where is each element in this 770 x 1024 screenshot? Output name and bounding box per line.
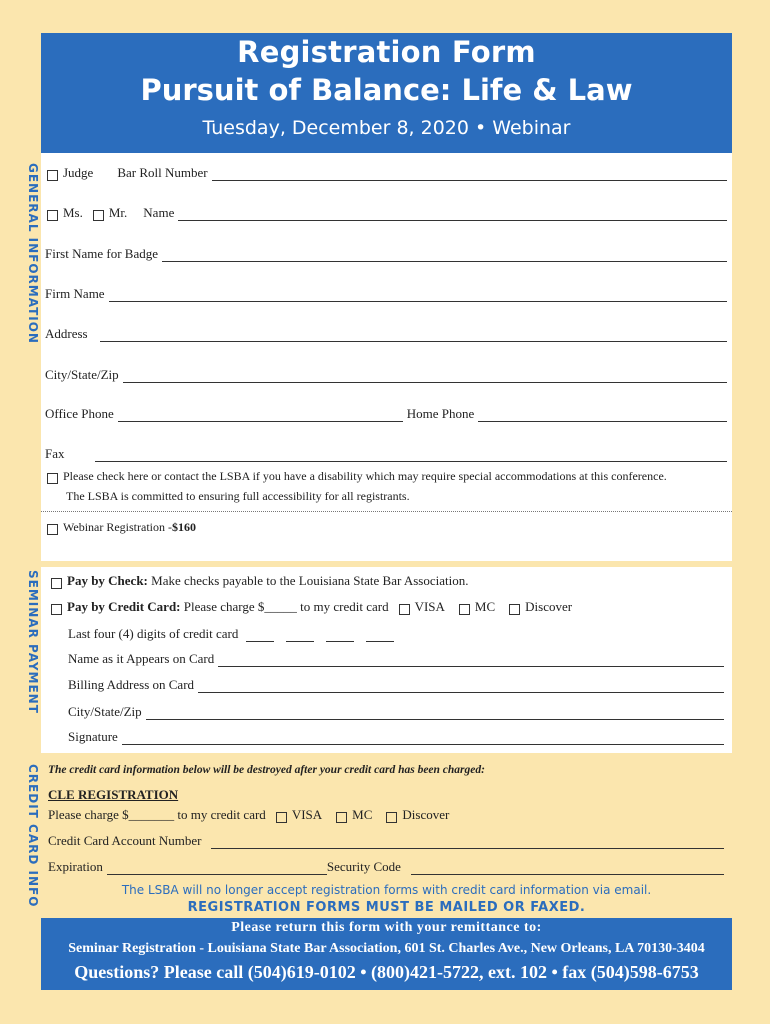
account-label: Credit Card Account Number <box>48 833 202 848</box>
name-on-card-label: Name as it Appears on Card <box>68 651 215 666</box>
form-subtitle: Pursuit of Balance: Life & Law <box>140 73 633 107</box>
pay-card-row <box>51 599 572 615</box>
account-row <box>48 833 724 849</box>
billing-label: Billing Address on Card <box>68 677 195 692</box>
payment-city-row <box>68 704 724 720</box>
disability-text: Please check here or contact the LSBA if you have a disability which may require special accommodations at this conference. <box>63 469 667 483</box>
address-field[interactable] <box>100 330 727 342</box>
billing-row <box>68 677 724 693</box>
account-field[interactable] <box>211 837 724 849</box>
cle-discover-label: Discover <box>402 807 450 822</box>
signature-field[interactable] <box>122 733 724 745</box>
ms-label: Ms. <box>63 205 83 220</box>
pay-check-label: Pay by Check: <box>67 573 148 588</box>
mr-label: Mr. <box>108 205 128 220</box>
signature-label: Signature <box>68 729 118 744</box>
section-label-credit: CREDIT CARD INFO <box>26 764 40 908</box>
contact-line: Questions? Please call (504)619-0102 • (800)421-5722, ext. 102 • fax (504)598-6753 <box>74 962 699 982</box>
webinar-row <box>47 520 196 535</box>
office-phone-field[interactable] <box>118 410 403 422</box>
payment-city-label: City/State/Zip <box>68 704 142 719</box>
name-row <box>47 205 727 221</box>
ms-checkbox[interactable] <box>47 210 58 221</box>
disability-checkbox[interactable] <box>47 473 58 484</box>
judge-checkbox[interactable] <box>47 170 58 181</box>
mailing-address: Seminar Registration - Louisiana State Bar Association, 601 St. Charles Ave., New Orleans, LA 70130-3404 <box>68 941 705 956</box>
last-four-label: Last four (4) digits of credit card <box>68 626 239 641</box>
pay-card-label: Pay by Credit Card: <box>67 599 181 614</box>
last-four-box-2[interactable] <box>286 630 314 642</box>
disability-row <box>47 469 667 484</box>
email-notice: The LSBA will no longer accept registration forms with credit card information via email. <box>121 883 652 897</box>
mr-checkbox[interactable] <box>93 210 104 221</box>
event-date: Tuesday, December 8, 2020 • Webinar <box>202 117 571 139</box>
cle-charge-row <box>48 807 449 823</box>
mc-checkbox[interactable] <box>459 604 470 615</box>
credit-warning: The credit card information below will be destroyed after your credit card has been charged: <box>48 764 485 776</box>
cle-visa-label: VISA <box>291 807 323 822</box>
last-four-row <box>68 626 394 642</box>
footer <box>41 918 732 990</box>
bar-roll-field[interactable] <box>212 169 727 181</box>
name-on-card-field[interactable] <box>218 655 724 667</box>
accessibility-row <box>66 489 410 504</box>
name-field[interactable] <box>178 209 727 221</box>
section-label-payment: SEMINAR PAYMENT <box>26 570 40 714</box>
security-field[interactable] <box>411 863 724 875</box>
firm-field[interactable] <box>109 290 727 302</box>
mc-label: MC <box>474 599 496 614</box>
section-label-general: GENERAL INFORMATION <box>26 163 40 344</box>
discover-label: Discover <box>525 599 573 614</box>
fax-field[interactable] <box>95 450 728 462</box>
last-four-box-1[interactable] <box>246 630 274 642</box>
return-instructions: Please return this form with your remittance to: <box>231 920 542 935</box>
address-label: Address <box>45 326 88 341</box>
divider <box>41 511 732 512</box>
bar-roll-label: Bar Roll Number <box>117 165 208 180</box>
security-label: Security Code <box>326 859 401 874</box>
cle-discover-checkbox[interactable] <box>386 812 397 823</box>
mail-notice: REGISTRATION FORMS MUST BE MAILED OR FAXED. <box>187 900 586 915</box>
home-phone-field[interactable] <box>478 410 727 422</box>
fax-label: Fax <box>45 446 65 461</box>
cle-mc-checkbox[interactable] <box>336 812 347 823</box>
firm-row <box>45 286 727 302</box>
form-title: Registration Form <box>237 35 536 69</box>
webinar-checkbox[interactable] <box>47 524 58 535</box>
pay-check-row <box>51 573 468 589</box>
expiration-field[interactable] <box>107 863 327 875</box>
webinar-label: Webinar Registration - <box>63 520 173 534</box>
cle-mc-label: MC <box>352 807 373 822</box>
expiration-row <box>48 859 724 875</box>
pay-card-checkbox[interactable] <box>51 604 62 615</box>
webinar-price: $160 <box>172 520 197 534</box>
visa-checkbox[interactable] <box>399 604 410 615</box>
visa-label: VISA <box>414 599 445 614</box>
name-label: Name <box>143 205 175 220</box>
fax-row <box>45 446 727 462</box>
office-phone-label: Office Phone <box>45 406 114 421</box>
credit-warning-row <box>48 764 485 776</box>
badge-row <box>45 246 727 262</box>
last-four-box-4[interactable] <box>366 630 394 642</box>
expiration-label: Expiration <box>48 859 103 874</box>
city-row <box>45 367 727 383</box>
city-field[interactable] <box>123 371 727 383</box>
payment-city-field[interactable] <box>146 708 724 720</box>
name-on-card-row <box>68 651 724 667</box>
pay-check-text: Make checks payable to the Louisiana State Bar Association. <box>147 573 469 588</box>
cle-visa-checkbox[interactable] <box>276 812 287 823</box>
city-label: City/State/Zip <box>45 367 119 382</box>
cle-charge-text: Please charge $_______ to my credit card <box>48 807 266 822</box>
pay-card-text: Please charge $_____ to my credit card <box>180 599 389 614</box>
signature-row <box>68 729 724 745</box>
last-four-box-3[interactable] <box>326 630 354 642</box>
pay-check-checkbox[interactable] <box>51 578 62 589</box>
address-row <box>45 326 727 342</box>
phone-row <box>45 406 727 422</box>
judge-label: Judge <box>63 165 94 180</box>
accessibility-text: The LSBA is committed to ensuring full accessibility for all registrants. <box>66 489 410 503</box>
badge-field[interactable] <box>162 250 727 262</box>
billing-field[interactable] <box>198 681 724 693</box>
cle-heading: CLE REGISTRATION <box>48 787 179 802</box>
badge-label: First Name for Badge <box>45 246 159 261</box>
form-header <box>41 33 732 153</box>
home-phone-label: Home Phone <box>406 406 475 421</box>
firm-label: Firm Name <box>45 286 105 301</box>
discover-checkbox[interactable] <box>509 604 520 615</box>
cle-row <box>48 787 178 803</box>
judge-row <box>47 165 727 181</box>
